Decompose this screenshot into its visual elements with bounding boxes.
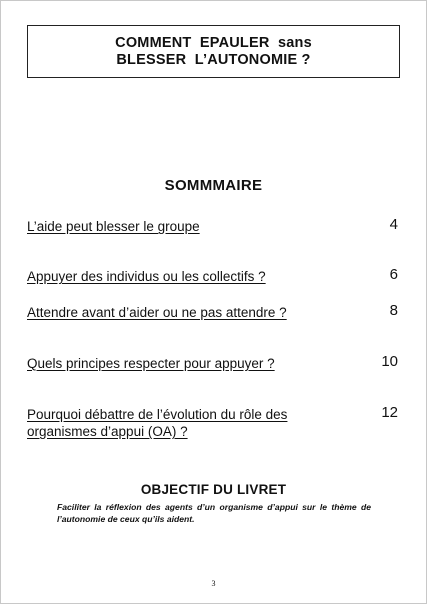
toc-item-title[interactable]: L’aide peut blesser le groupe: [27, 219, 200, 234]
toc-item-page: 12: [381, 404, 398, 421]
toc-item-page: 4: [389, 216, 398, 233]
toc-item[interactable]: [27, 218, 400, 235]
objective-text: Faciliter la réflexion des agents d’un organisme d’appui sur le thème de l’autonomie de ceux qu’ils aident.: [57, 502, 371, 524]
toc-item[interactable]: [27, 304, 400, 321]
toc-item-title-line-1[interactable]: Pourquoi débattre de l’évolution du rôle des: [27, 407, 288, 422]
summary-heading: SOMMMAIRE: [164, 177, 263, 194]
toc-item-title[interactable]: Appuyer des individus ou les collectifs ?: [27, 269, 266, 284]
page-number: 3: [211, 579, 216, 588]
toc-item[interactable]: [27, 355, 400, 372]
toc-item-title[interactable]: Quels principes respecter pour appuyer ?: [27, 356, 275, 371]
toc-item-title[interactable]: Attendre avant d’aider ou ne pas attendre ?: [27, 305, 287, 320]
toc-item[interactable]: [27, 406, 400, 440]
toc-item[interactable]: [27, 268, 400, 285]
title-box: [27, 25, 400, 78]
title-line-1: COMMENT EPAULER sans: [115, 35, 312, 51]
toc-item-page: 8: [389, 302, 398, 319]
toc-item-page: 10: [381, 353, 398, 370]
toc-item-page: 6: [389, 266, 398, 283]
objective-heading: OBJECTIF DU LIVRET: [140, 482, 287, 497]
title-line-2: BLESSER L’AUTONOMIE ?: [116, 52, 311, 68]
toc-item-title-line-2[interactable]: organismes d’appui (OA) ?: [27, 424, 188, 439]
